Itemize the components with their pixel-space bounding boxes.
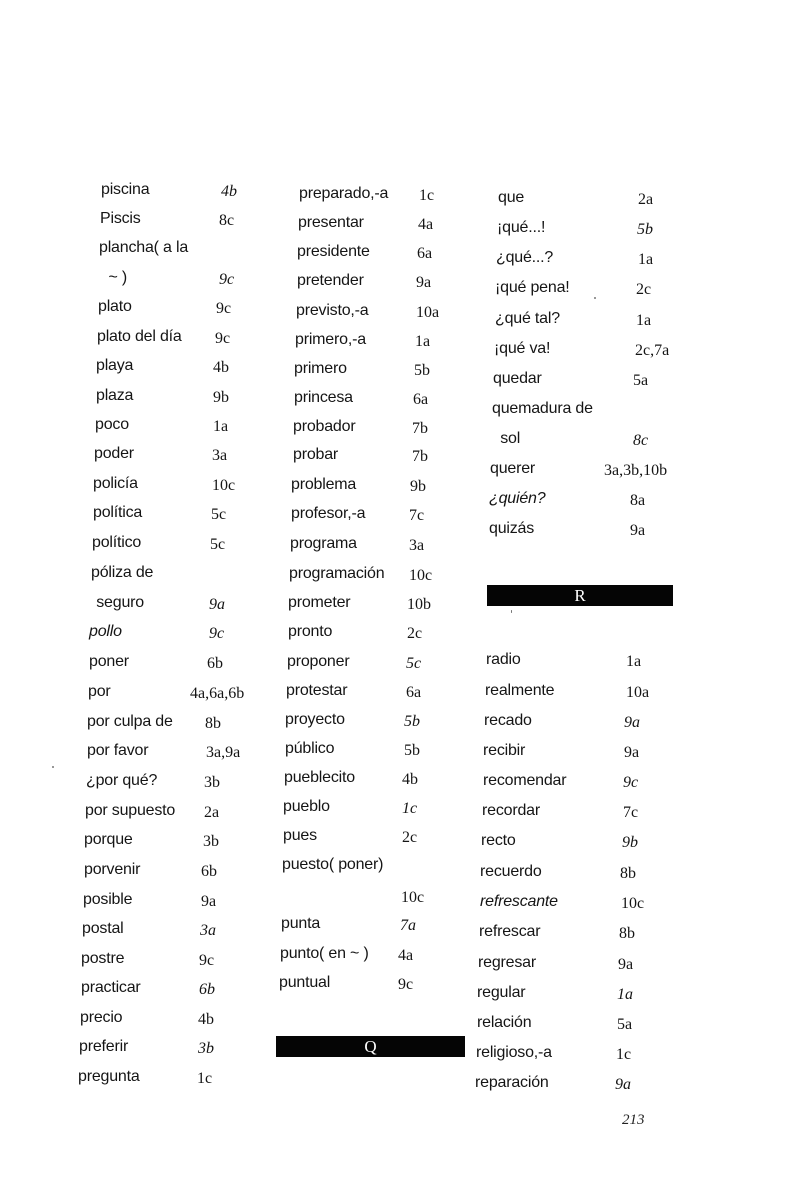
entry-term: punta: [281, 915, 321, 932]
entry-term: regular: [477, 984, 526, 1001]
entry-term: pues: [283, 827, 317, 844]
entry-ref: 7b: [412, 448, 428, 465]
entry-term: pronto: [288, 623, 333, 640]
entry-term: reparación: [475, 1074, 549, 1091]
entry-ref: 9a: [615, 1076, 631, 1093]
entry-ref: 10a: [416, 304, 440, 321]
entry-term: plato del día: [97, 328, 182, 345]
entry-ref: 9b: [622, 834, 638, 851]
entry-ref: 5c: [210, 536, 226, 553]
entry-ref: 7b: [412, 420, 428, 437]
entry-ref: 4b: [198, 1011, 214, 1028]
entry-term: ¿qué tal?: [495, 310, 560, 327]
entry-ref: 10c: [212, 477, 236, 494]
entry-ref: 10b: [407, 596, 431, 613]
entry-term: piscina: [101, 181, 150, 198]
entry-ref: 5b: [414, 362, 430, 379]
entry-ref: 3a,3b,10b: [604, 462, 668, 479]
entry-term: prometer: [288, 594, 351, 611]
entry-ref: 3b: [203, 833, 219, 850]
entry-ref: 8b: [619, 925, 635, 942]
entry-term: querer: [490, 460, 536, 477]
entry-ref: 6b: [207, 655, 223, 672]
entry-ref: 7a: [400, 917, 416, 934]
entry-term: público: [285, 740, 335, 757]
scan-speck: [511, 610, 512, 613]
entry-term: recto: [481, 832, 516, 849]
entry-ref: 1a: [626, 653, 642, 670]
entry-term: princesa: [294, 389, 353, 406]
entry-ref: 3b: [198, 1040, 214, 1057]
entry-term: ¿por qué?: [86, 772, 158, 789]
entry-ref: 2c: [402, 829, 418, 846]
entry-ref: 10a: [626, 684, 650, 701]
entry-term: plato: [98, 298, 132, 315]
entry-term: Piscis: [100, 210, 141, 227]
entry-term: recuerdo: [480, 863, 542, 880]
entry-ref: 3a: [409, 537, 425, 554]
entry-ref: 4a,6a,6b: [190, 685, 245, 702]
entry-term: primero: [294, 360, 347, 377]
entry-ref: 2c,7a: [635, 342, 670, 359]
entry-ref: 1c: [197, 1070, 213, 1087]
entry-term: puesto( poner): [282, 856, 384, 873]
entry-ref: 5b: [404, 713, 420, 730]
entry-term: pregunta: [78, 1068, 140, 1085]
entry-ref: 1c: [419, 187, 435, 204]
entry-ref: 2a: [204, 804, 220, 821]
entry-ref: 2c: [407, 625, 423, 642]
entry-term: probar: [293, 446, 339, 463]
entry-term: radio: [486, 651, 521, 668]
entry-term: regresar: [478, 954, 536, 971]
entry-term: quizás: [489, 520, 535, 537]
entry-ref: 1a: [617, 986, 633, 1003]
entry-term: profesor,-a: [291, 505, 366, 522]
entry-ref: 10c: [621, 895, 645, 912]
entry-ref: 4b: [221, 183, 237, 200]
entry-term: problema: [291, 476, 357, 493]
entry-ref: 9b: [213, 389, 229, 406]
entry-term: poco: [95, 416, 129, 433]
entry-ref: 4a: [398, 947, 414, 964]
entry-term: refrescar: [479, 923, 541, 940]
entry-ref: 10c: [401, 889, 425, 906]
entry-ref: 9a: [618, 956, 634, 973]
entry-term: política: [93, 504, 143, 521]
entry-term: primero,-a: [295, 331, 366, 348]
entry-ref: 4a: [418, 216, 434, 233]
entry-ref: 9c: [215, 330, 231, 347]
entry-ref: 1a: [213, 418, 229, 435]
entry-ref: 1a: [638, 251, 654, 268]
entry-ref: 3b: [204, 774, 220, 791]
entry-term: puntual: [279, 974, 331, 991]
entry-term: presentar: [298, 214, 364, 231]
entry-ref: 9a: [624, 714, 640, 731]
entry-term: ¡qué...!: [497, 219, 546, 236]
entry-ref: 9a: [624, 744, 640, 761]
entry-term: por: [88, 683, 111, 700]
entry-term: quedar: [493, 370, 542, 387]
entry-term: posible: [83, 891, 133, 908]
entry-term: sol: [496, 430, 521, 447]
entry-term: plancha( a la: [99, 239, 189, 256]
entry-term: recomendar: [483, 772, 567, 789]
entry-ref: 9b: [410, 478, 426, 495]
entry-ref: 6b: [201, 863, 217, 880]
entry-term: porvenir: [84, 861, 141, 878]
entry-term: protestar: [286, 682, 348, 699]
entry-ref: 8b: [620, 865, 636, 882]
entry-term: postre: [81, 950, 125, 967]
entry-ref: 9c: [398, 976, 414, 993]
entry-term: pretender: [297, 272, 364, 289]
entry-term: ¿qué...?: [496, 249, 554, 266]
entry-term: proyecto: [285, 711, 345, 728]
entry-term: programación: [289, 565, 385, 582]
entry-ref: 5b: [404, 742, 420, 759]
entry-term: ¡qué va!: [494, 340, 551, 357]
entry-term: político: [92, 534, 142, 551]
entry-ref: 4b: [213, 359, 229, 376]
entry-ref: 8a: [630, 492, 646, 509]
entry-term: pueblecito: [284, 769, 355, 786]
entry-term: recibir: [483, 742, 526, 759]
entry-term: seguro: [92, 594, 144, 611]
entry-term: proponer: [287, 653, 350, 670]
entry-term: ¿quién?: [489, 490, 546, 507]
entry-term: por favor: [87, 742, 149, 759]
section-banner-q: Q: [276, 1036, 465, 1057]
section-banner-r: R: [487, 585, 673, 606]
entry-term: precio: [80, 1009, 123, 1026]
entry-term: practicar: [81, 979, 141, 996]
entry-ref: 6b: [199, 981, 215, 998]
scan-speck: [52, 766, 54, 768]
entry-ref: 9c: [199, 952, 215, 969]
entry-ref: 5a: [633, 372, 649, 389]
entry-ref: 3a,9a: [206, 744, 241, 761]
entry-ref: 9a: [416, 274, 432, 291]
entry-term: que: [498, 189, 525, 206]
entry-ref: 9c: [209, 625, 225, 642]
entry-ref: 9a: [630, 522, 646, 539]
entry-term: postal: [82, 920, 124, 937]
entry-ref: 10c: [409, 567, 433, 584]
page-number: 213: [622, 1112, 645, 1128]
entry-ref: 3a: [200, 922, 216, 939]
entry-term: pueblo: [283, 798, 330, 815]
entry-ref: 8c: [219, 212, 235, 229]
entry-ref: 5c: [406, 655, 422, 672]
entry-term: ¡qué pena!: [495, 279, 570, 296]
entry-term: religioso,-a: [476, 1044, 552, 1061]
entry-term: póliza de: [91, 564, 154, 581]
entry-term: playa: [96, 357, 134, 374]
entry-ref: 9a: [201, 893, 217, 910]
entry-term: relación: [477, 1014, 532, 1031]
entry-ref: 9c: [219, 271, 235, 288]
entry-term: probador: [293, 418, 356, 435]
entry-ref: 9c: [216, 300, 232, 317]
entry-term: porque: [84, 831, 133, 848]
entry-ref: 4b: [402, 771, 418, 788]
entry-term: plaza: [96, 387, 134, 404]
entry-term: policía: [93, 475, 138, 492]
entry-ref: 6a: [413, 391, 429, 408]
entry-ref: 5b: [637, 221, 653, 238]
entry-ref: 2a: [638, 191, 654, 208]
entry-ref: 6a: [417, 245, 433, 262]
scan-speck: [594, 297, 596, 299]
entry-term: quemadura de: [492, 400, 593, 417]
entry-ref: 2c: [636, 281, 652, 298]
entry-term: recordar: [482, 802, 540, 819]
entry-ref: 3a: [212, 447, 228, 464]
entry-term: refrescante: [480, 893, 558, 910]
entry-ref: 8c: [633, 432, 649, 449]
entry-ref: 5c: [211, 506, 227, 523]
entry-term: preparado,-a: [299, 185, 389, 202]
entry-term: pollo: [89, 623, 122, 640]
entry-ref: 8b: [205, 715, 221, 732]
entry-term: previsto,-a: [296, 302, 369, 319]
entry-term: presidente: [297, 243, 370, 260]
entry-term: ~ ): [100, 269, 128, 286]
entry-ref: 7c: [623, 804, 639, 821]
entry-ref: 7c: [409, 507, 425, 524]
entry-term: poder: [94, 445, 134, 462]
entry-term: poner: [89, 653, 129, 670]
entry-term: por supuesto: [85, 802, 176, 819]
entry-ref: 9c: [623, 774, 639, 791]
entry-term: programa: [290, 535, 357, 552]
entry-term: por culpa de: [87, 713, 173, 730]
entry-term: realmente: [485, 682, 555, 699]
entry-ref: 1c: [616, 1046, 632, 1063]
entry-term: punto( en ~ ): [280, 945, 369, 962]
entry-ref: 1c: [402, 800, 418, 817]
entry-term: recado: [484, 712, 532, 729]
entry-ref: 9a: [209, 596, 225, 613]
entry-ref: 1a: [636, 312, 652, 329]
entry-ref: 5a: [617, 1016, 633, 1033]
entry-term: preferir: [79, 1038, 129, 1055]
entry-ref: 1a: [415, 333, 431, 350]
entry-ref: 6a: [406, 684, 422, 701]
